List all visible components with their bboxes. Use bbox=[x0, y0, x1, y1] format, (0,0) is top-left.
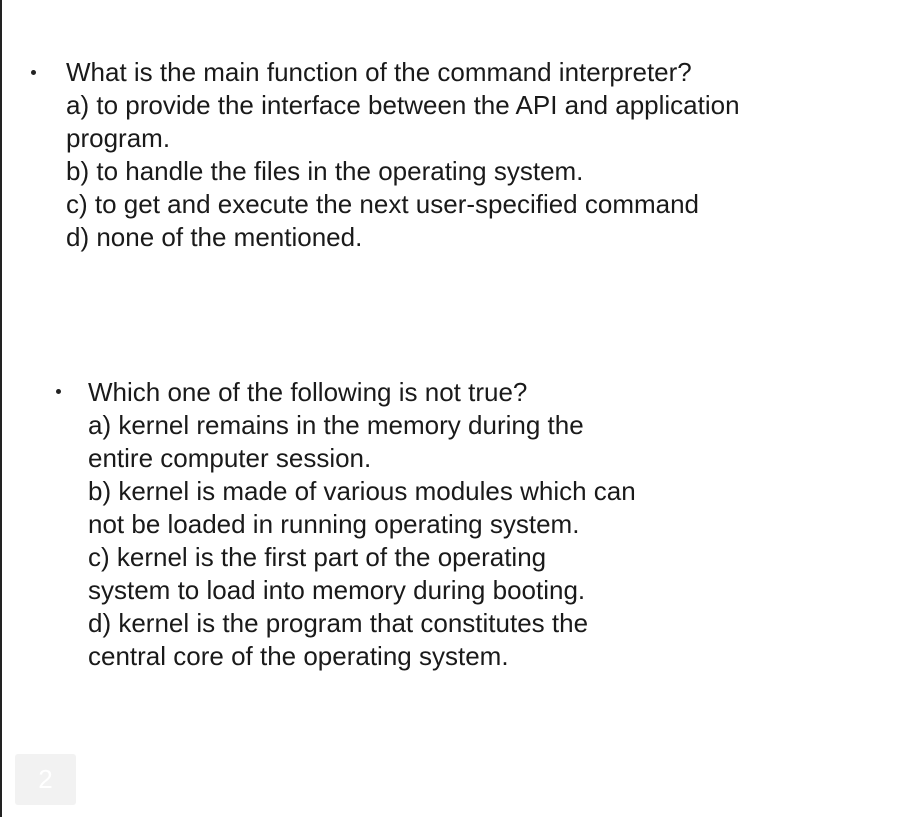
question-1 bbox=[66, 56, 886, 254]
question-2-option-d: d) kernel is the program that constitutes the bbox=[88, 608, 589, 638]
question-1-option-b: b) to handle the files in the operating system. bbox=[66, 156, 584, 186]
question-2-option-a-cont: entire computer session. bbox=[88, 443, 372, 473]
question-2-option-c-cont: system to load into memory during booting. bbox=[88, 575, 586, 605]
question-1-option-c: c) to get and execute the next user-specified command bbox=[66, 189, 700, 219]
question-2-option-d-cont: central core of the operating system. bbox=[88, 641, 509, 671]
question-2 bbox=[88, 376, 728, 673]
question-1-option-d: d) none of the mentioned. bbox=[66, 222, 363, 252]
bullet-icon bbox=[31, 70, 36, 75]
question-2-option-a: a) kernel remains in the memory during the bbox=[88, 410, 584, 440]
question-1-option-a: a) to provide the interface between the API and application bbox=[66, 90, 740, 120]
bullet-icon bbox=[56, 389, 61, 394]
page-number: 2 bbox=[38, 764, 53, 794]
question-1-option-a-cont: program. bbox=[66, 123, 171, 153]
question-1-text: What is the main function of the command interpreter? bbox=[66, 57, 692, 87]
question-2-option-c: c) kernel is the first part of the operating bbox=[88, 542, 547, 572]
page-number-badge bbox=[15, 754, 76, 805]
question-2-option-b-cont: not be loaded in running operating system. bbox=[88, 509, 580, 539]
question-2-text: Which one of the following is not true? bbox=[88, 377, 528, 407]
question-2-option-b: b) kernel is made of various modules which can bbox=[88, 476, 636, 506]
left-border bbox=[0, 0, 2, 817]
